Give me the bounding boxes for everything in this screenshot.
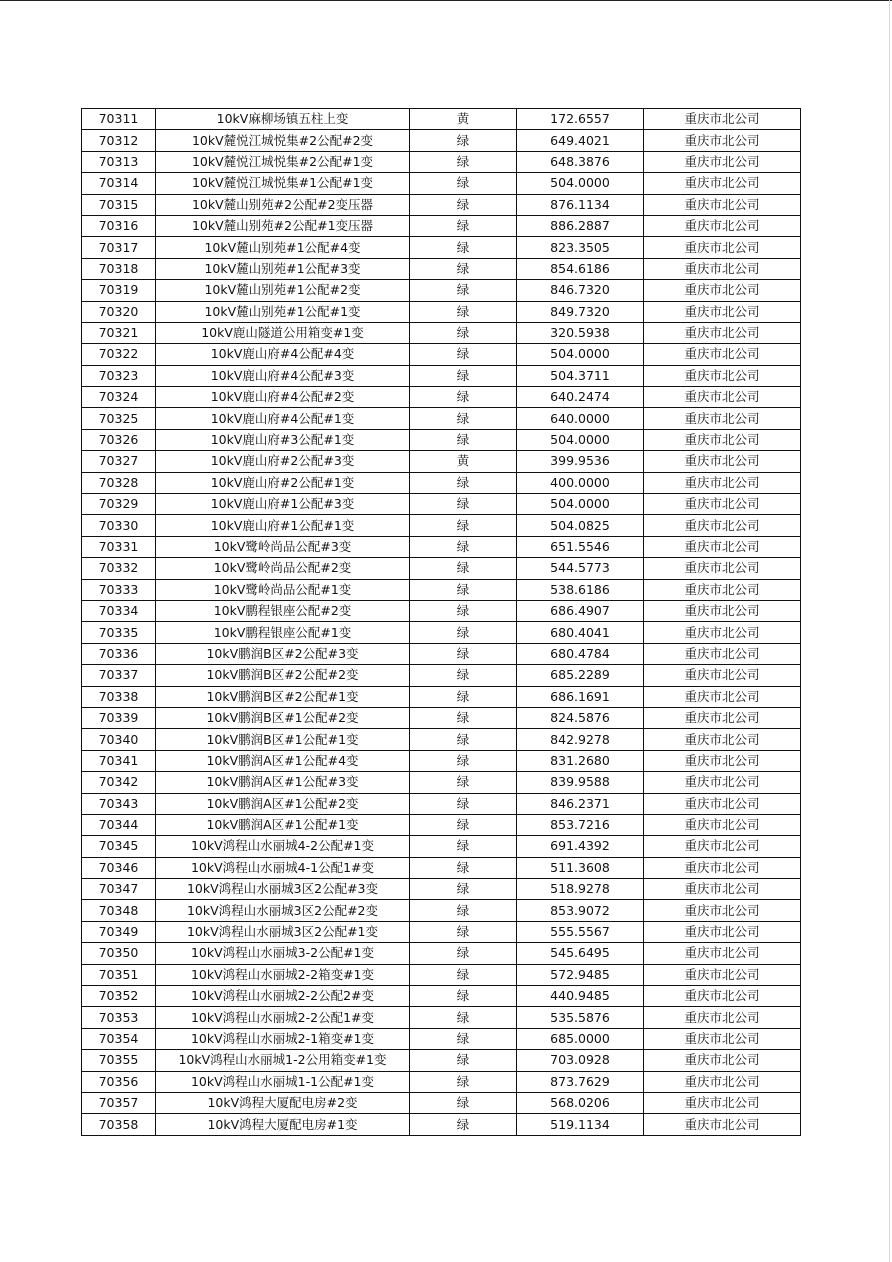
status-cell: 绿 <box>410 814 517 835</box>
company-cell: 重庆市北公司 <box>644 215 801 236</box>
station-name-cell: 10kV鹿山府#4公配#3变 <box>156 365 410 386</box>
status-cell: 绿 <box>410 429 517 450</box>
table-row <box>82 301 801 322</box>
status-cell: 绿 <box>410 857 517 878</box>
value-cell: 886.2887 <box>517 215 644 236</box>
value-cell: 545.6495 <box>517 943 644 964</box>
table-row <box>82 772 801 793</box>
company-cell: 重庆市北公司 <box>644 1007 801 1028</box>
table-row <box>82 1028 801 1049</box>
station-name-cell: 10kV鹿山府#1公配#1变 <box>156 515 410 536</box>
status-cell: 绿 <box>410 536 517 557</box>
station-name-cell: 10kV鸿程山水丽城3区2公配#2变 <box>156 900 410 921</box>
table-row <box>82 322 801 343</box>
station-name-cell: 10kV鹏润B区#2公配#2变 <box>156 665 410 686</box>
table-row <box>82 750 801 771</box>
station-name-cell: 10kV鹿山府#3公配#1变 <box>156 429 410 450</box>
id-cell: 70319 <box>82 280 156 301</box>
table-row <box>82 365 801 386</box>
company-cell: 重庆市北公司 <box>644 772 801 793</box>
value-cell: 320.5938 <box>517 322 644 343</box>
id-cell: 70339 <box>82 707 156 728</box>
status-cell: 绿 <box>410 237 517 258</box>
id-cell: 70335 <box>82 622 156 643</box>
id-cell: 70334 <box>82 600 156 621</box>
station-name-cell: 10kV麓山别苑#1公配#1变 <box>156 301 410 322</box>
company-cell: 重庆市北公司 <box>644 301 801 322</box>
station-name-cell: 10kV鸿程山水丽城2-2公配1#变 <box>156 1007 410 1028</box>
value-cell: 846.7320 <box>517 280 644 301</box>
company-cell: 重庆市北公司 <box>644 600 801 621</box>
table-row <box>82 665 801 686</box>
value-cell: 686.1691 <box>517 686 644 707</box>
table-body <box>82 109 801 1136</box>
id-cell: 70337 <box>82 665 156 686</box>
table-row <box>82 1050 801 1071</box>
company-cell: 重庆市北公司 <box>644 665 801 686</box>
station-name-cell: 10kV鹏润A区#1公配#2变 <box>156 793 410 814</box>
value-cell: 651.5546 <box>517 536 644 557</box>
table-row <box>82 472 801 493</box>
station-name-cell: 10kV鹏润A区#1公配#3变 <box>156 772 410 793</box>
company-cell: 重庆市北公司 <box>644 879 801 900</box>
value-cell: 544.5773 <box>517 558 644 579</box>
id-cell: 70318 <box>82 258 156 279</box>
table-row <box>82 408 801 429</box>
status-cell: 绿 <box>410 986 517 1007</box>
status-cell: 绿 <box>410 130 517 151</box>
id-cell: 70322 <box>82 344 156 365</box>
id-cell: 70352 <box>82 986 156 1007</box>
id-cell: 70343 <box>82 793 156 814</box>
company-cell: 重庆市北公司 <box>644 344 801 365</box>
table-row <box>82 344 801 365</box>
status-cell: 绿 <box>410 1007 517 1028</box>
status-cell: 黄 <box>410 109 517 130</box>
status-cell: 绿 <box>410 1050 517 1071</box>
id-cell: 70328 <box>82 472 156 493</box>
table-row <box>82 536 801 557</box>
station-name-cell: 10kV麓悦江城悦集#1公配#1变 <box>156 173 410 194</box>
value-cell: 853.7216 <box>517 814 644 835</box>
status-cell: 绿 <box>410 408 517 429</box>
id-cell: 70353 <box>82 1007 156 1028</box>
station-name-cell: 10kV鹿山府#2公配#1变 <box>156 472 410 493</box>
company-cell: 重庆市北公司 <box>644 1092 801 1113</box>
company-cell: 重庆市北公司 <box>644 964 801 985</box>
table-row <box>82 387 801 408</box>
company-cell: 重庆市北公司 <box>644 707 801 728</box>
company-cell: 重庆市北公司 <box>644 836 801 857</box>
value-cell: 511.3608 <box>517 857 644 878</box>
station-name-cell: 10kV鹿山府#4公配#2变 <box>156 387 410 408</box>
company-cell: 重庆市北公司 <box>644 237 801 258</box>
transformer-data-table <box>81 108 801 1136</box>
value-cell: 842.9278 <box>517 729 644 750</box>
table-row <box>82 1071 801 1092</box>
status-cell: 绿 <box>410 1028 517 1049</box>
station-name-cell: 10kV鹿山府#1公配#3变 <box>156 494 410 515</box>
company-cell: 重庆市北公司 <box>644 643 801 664</box>
id-cell: 70355 <box>82 1050 156 1071</box>
value-cell: 680.4041 <box>517 622 644 643</box>
table-row <box>82 622 801 643</box>
status-cell: 绿 <box>410 1114 517 1135</box>
table-row <box>82 558 801 579</box>
id-cell: 70340 <box>82 729 156 750</box>
value-cell: 873.7629 <box>517 1071 644 1092</box>
id-cell: 70333 <box>82 579 156 600</box>
status-cell: 绿 <box>410 558 517 579</box>
table-row <box>82 814 801 835</box>
value-cell: 504.0000 <box>517 429 644 450</box>
station-name-cell: 10kV麓悦江城悦集#2公配#1变 <box>156 151 410 172</box>
id-cell: 70347 <box>82 879 156 900</box>
status-cell: 绿 <box>410 344 517 365</box>
id-cell: 70314 <box>82 173 156 194</box>
company-cell: 重庆市北公司 <box>644 1028 801 1049</box>
company-cell: 重庆市北公司 <box>644 365 801 386</box>
station-name-cell: 10kV鹿山隧道公用箱变#1变 <box>156 322 410 343</box>
status-cell: 绿 <box>410 600 517 621</box>
company-cell: 重庆市北公司 <box>644 451 801 472</box>
company-cell: 重庆市北公司 <box>644 408 801 429</box>
status-cell: 绿 <box>410 365 517 386</box>
status-cell: 绿 <box>410 472 517 493</box>
table-row <box>82 900 801 921</box>
company-cell: 重庆市北公司 <box>644 1050 801 1071</box>
value-cell: 400.0000 <box>517 472 644 493</box>
company-cell: 重庆市北公司 <box>644 130 801 151</box>
value-cell: 703.0928 <box>517 1050 644 1071</box>
value-cell: 648.3876 <box>517 151 644 172</box>
value-cell: 691.4392 <box>517 836 644 857</box>
table-row <box>82 429 801 450</box>
station-name-cell: 10kV鹿山府#4公配#1变 <box>156 408 410 429</box>
value-cell: 680.4784 <box>517 643 644 664</box>
status-cell: 绿 <box>410 793 517 814</box>
station-name-cell: 10kV鹏润B区#2公配#3变 <box>156 643 410 664</box>
station-name-cell: 10kV鸿程山水丽城4-2公配#1变 <box>156 836 410 857</box>
station-name-cell: 10kV鹿山府#4公配#4变 <box>156 344 410 365</box>
station-name-cell: 10kV鹭岭尚品公配#2变 <box>156 558 410 579</box>
station-name-cell: 10kV鸿程山水丽城3区2公配#1变 <box>156 921 410 942</box>
status-cell: 绿 <box>410 879 517 900</box>
id-cell: 70325 <box>82 408 156 429</box>
status-cell: 绿 <box>410 215 517 236</box>
status-cell: 绿 <box>410 665 517 686</box>
company-cell: 重庆市北公司 <box>644 194 801 215</box>
id-cell: 70336 <box>82 643 156 664</box>
company-cell: 重庆市北公司 <box>644 750 801 771</box>
value-cell: 504.3711 <box>517 365 644 386</box>
status-cell: 绿 <box>410 686 517 707</box>
table-row <box>82 921 801 942</box>
company-cell: 重庆市北公司 <box>644 387 801 408</box>
value-cell: 504.0000 <box>517 173 644 194</box>
status-cell: 绿 <box>410 729 517 750</box>
value-cell: 685.2289 <box>517 665 644 686</box>
id-cell: 70311 <box>82 109 156 130</box>
value-cell: 555.5567 <box>517 921 644 942</box>
value-cell: 823.3505 <box>517 237 644 258</box>
id-cell: 70332 <box>82 558 156 579</box>
id-cell: 70330 <box>82 515 156 536</box>
value-cell: 876.1134 <box>517 194 644 215</box>
status-cell: 绿 <box>410 151 517 172</box>
value-cell: 640.0000 <box>517 408 644 429</box>
company-cell: 重庆市北公司 <box>644 494 801 515</box>
company-cell: 重庆市北公司 <box>644 151 801 172</box>
id-cell: 70351 <box>82 964 156 985</box>
status-cell: 绿 <box>410 301 517 322</box>
id-cell: 70345 <box>82 836 156 857</box>
station-name-cell: 10kV鹏程银座公配#1变 <box>156 622 410 643</box>
table-row <box>82 836 801 857</box>
value-cell: 839.9588 <box>517 772 644 793</box>
station-name-cell: 10kV麓悦江城悦集#2公配#2变 <box>156 130 410 151</box>
status-cell: 绿 <box>410 836 517 857</box>
id-cell: 70327 <box>82 451 156 472</box>
id-cell: 70338 <box>82 686 156 707</box>
page-top-border <box>0 0 892 1</box>
company-cell: 重庆市北公司 <box>644 729 801 750</box>
company-cell: 重庆市北公司 <box>644 429 801 450</box>
table-row <box>82 237 801 258</box>
status-cell: 绿 <box>410 622 517 643</box>
table-row <box>82 515 801 536</box>
status-cell: 绿 <box>410 322 517 343</box>
value-cell: 568.0206 <box>517 1092 644 1113</box>
station-name-cell: 10kV鸿程大厦配电房#1变 <box>156 1114 410 1135</box>
table-row <box>82 280 801 301</box>
id-cell: 70315 <box>82 194 156 215</box>
company-cell: 重庆市北公司 <box>644 280 801 301</box>
value-cell: 504.0825 <box>517 515 644 536</box>
company-cell: 重庆市北公司 <box>644 472 801 493</box>
value-cell: 538.6186 <box>517 579 644 600</box>
table-row <box>82 451 801 472</box>
status-cell: 绿 <box>410 750 517 771</box>
table-row <box>82 130 801 151</box>
station-name-cell: 10kV鹏润B区#1公配#2变 <box>156 707 410 728</box>
id-cell: 70350 <box>82 943 156 964</box>
id-cell: 70344 <box>82 814 156 835</box>
status-cell: 绿 <box>410 900 517 921</box>
table-row <box>82 793 801 814</box>
value-cell: 535.5876 <box>517 1007 644 1028</box>
value-cell: 853.9072 <box>517 900 644 921</box>
id-cell: 70331 <box>82 536 156 557</box>
station-name-cell: 10kV鹭岭尚品公配#3变 <box>156 536 410 557</box>
status-cell: 绿 <box>410 1071 517 1092</box>
station-name-cell: 10kV麓山别苑#1公配#4变 <box>156 237 410 258</box>
station-name-cell: 10kV鸿程山水丽城2-1箱变#1变 <box>156 1028 410 1049</box>
table-row <box>82 494 801 515</box>
id-cell: 70329 <box>82 494 156 515</box>
company-cell: 重庆市北公司 <box>644 258 801 279</box>
company-cell: 重庆市北公司 <box>644 558 801 579</box>
table-row <box>82 1114 801 1135</box>
table-row <box>82 986 801 1007</box>
status-cell: 绿 <box>410 387 517 408</box>
status-cell: 黄 <box>410 451 517 472</box>
status-cell: 绿 <box>410 921 517 942</box>
status-cell: 绿 <box>410 579 517 600</box>
table-row <box>82 964 801 985</box>
id-cell: 70323 <box>82 365 156 386</box>
company-cell: 重庆市北公司 <box>644 986 801 1007</box>
value-cell: 504.0000 <box>517 494 644 515</box>
table-row <box>82 215 801 236</box>
value-cell: 854.6186 <box>517 258 644 279</box>
table-row <box>82 579 801 600</box>
company-cell: 重庆市北公司 <box>644 857 801 878</box>
status-cell: 绿 <box>410 964 517 985</box>
station-name-cell: 10kV鹏润A区#1公配#1变 <box>156 814 410 835</box>
status-cell: 绿 <box>410 258 517 279</box>
station-name-cell: 10kV鸿程大厦配电房#2变 <box>156 1092 410 1113</box>
id-cell: 70324 <box>82 387 156 408</box>
id-cell: 70342 <box>82 772 156 793</box>
id-cell: 70357 <box>82 1092 156 1113</box>
station-name-cell: 10kV鸿程山水丽城1-1公配#1变 <box>156 1071 410 1092</box>
company-cell: 重庆市北公司 <box>644 579 801 600</box>
table-row <box>82 109 801 130</box>
station-name-cell: 10kV鸿程山水丽城1-2公用箱变#1变 <box>156 1050 410 1071</box>
value-cell: 172.6557 <box>517 109 644 130</box>
company-cell: 重庆市北公司 <box>644 173 801 194</box>
status-cell: 绿 <box>410 494 517 515</box>
station-name-cell: 10kV鹏程银座公配#2变 <box>156 600 410 621</box>
value-cell: 518.9278 <box>517 879 644 900</box>
station-name-cell: 10kV麻柳场镇五柱上变 <box>156 109 410 130</box>
company-cell: 重庆市北公司 <box>644 109 801 130</box>
table-row <box>82 1092 801 1113</box>
status-cell: 绿 <box>410 943 517 964</box>
company-cell: 重庆市北公司 <box>644 814 801 835</box>
id-cell: 70316 <box>82 215 156 236</box>
status-cell: 绿 <box>410 280 517 301</box>
company-cell: 重庆市北公司 <box>644 1114 801 1135</box>
station-name-cell: 10kV鸿程山水丽城3区2公配#3变 <box>156 879 410 900</box>
id-cell: 70320 <box>82 301 156 322</box>
company-cell: 重庆市北公司 <box>644 536 801 557</box>
station-name-cell: 10kV鸿程山水丽城2-2公配2#变 <box>156 986 410 1007</box>
value-cell: 849.7320 <box>517 301 644 322</box>
company-cell: 重庆市北公司 <box>644 943 801 964</box>
status-cell: 绿 <box>410 1092 517 1113</box>
table-row <box>82 643 801 664</box>
table-row <box>82 686 801 707</box>
company-cell: 重庆市北公司 <box>644 686 801 707</box>
id-cell: 70313 <box>82 151 156 172</box>
table-row <box>82 857 801 878</box>
value-cell: 640.2474 <box>517 387 644 408</box>
table-row <box>82 1007 801 1028</box>
value-cell: 831.2680 <box>517 750 644 771</box>
station-name-cell: 10kV鸿程山水丽城4-1公配1#变 <box>156 857 410 878</box>
page-right-border <box>889 0 890 1262</box>
id-cell: 70354 <box>82 1028 156 1049</box>
company-cell: 重庆市北公司 <box>644 322 801 343</box>
company-cell: 重庆市北公司 <box>644 622 801 643</box>
table-row <box>82 879 801 900</box>
id-cell: 70356 <box>82 1071 156 1092</box>
value-cell: 649.4021 <box>517 130 644 151</box>
id-cell: 70312 <box>82 130 156 151</box>
station-name-cell: 10kV鹏润A区#1公配#4变 <box>156 750 410 771</box>
table-row <box>82 943 801 964</box>
id-cell: 70358 <box>82 1114 156 1135</box>
status-cell: 绿 <box>410 194 517 215</box>
value-cell: 504.0000 <box>517 344 644 365</box>
table-row <box>82 707 801 728</box>
station-name-cell: 10kV鹏润B区#1公配#1变 <box>156 729 410 750</box>
station-name-cell: 10kV鸿程山水丽城2-2箱变#1变 <box>156 964 410 985</box>
station-name-cell: 10kV麓山别苑#2公配#1变压器 <box>156 215 410 236</box>
station-name-cell: 10kV麓山别苑#1公配#2变 <box>156 280 410 301</box>
value-cell: 519.1134 <box>517 1114 644 1135</box>
id-cell: 70349 <box>82 921 156 942</box>
company-cell: 重庆市北公司 <box>644 1071 801 1092</box>
table-row <box>82 729 801 750</box>
status-cell: 绿 <box>410 643 517 664</box>
id-cell: 70326 <box>82 429 156 450</box>
id-cell: 70348 <box>82 900 156 921</box>
status-cell: 绿 <box>410 515 517 536</box>
station-name-cell: 10kV鹿山府#2公配#3变 <box>156 451 410 472</box>
value-cell: 824.5876 <box>517 707 644 728</box>
table-row <box>82 600 801 621</box>
company-cell: 重庆市北公司 <box>644 515 801 536</box>
station-name-cell: 10kV鹭岭尚品公配#1变 <box>156 579 410 600</box>
table-row <box>82 173 801 194</box>
station-name-cell: 10kV麓山别苑#1公配#3变 <box>156 258 410 279</box>
station-name-cell: 10kV鹏润B区#2公配#1变 <box>156 686 410 707</box>
status-cell: 绿 <box>410 707 517 728</box>
table-row <box>82 258 801 279</box>
id-cell: 70317 <box>82 237 156 258</box>
table-row <box>82 151 801 172</box>
status-cell: 绿 <box>410 173 517 194</box>
value-cell: 846.2371 <box>517 793 644 814</box>
company-cell: 重庆市北公司 <box>644 900 801 921</box>
value-cell: 686.4907 <box>517 600 644 621</box>
table-row <box>82 194 801 215</box>
value-cell: 685.0000 <box>517 1028 644 1049</box>
value-cell: 399.9536 <box>517 451 644 472</box>
value-cell: 440.9485 <box>517 986 644 1007</box>
company-cell: 重庆市北公司 <box>644 921 801 942</box>
id-cell: 70341 <box>82 750 156 771</box>
id-cell: 70321 <box>82 322 156 343</box>
value-cell: 572.9485 <box>517 964 644 985</box>
company-cell: 重庆市北公司 <box>644 793 801 814</box>
id-cell: 70346 <box>82 857 156 878</box>
station-name-cell: 10kV鸿程山水丽城3-2公配#1变 <box>156 943 410 964</box>
station-name-cell: 10kV麓山别苑#2公配#2变压器 <box>156 194 410 215</box>
status-cell: 绿 <box>410 772 517 793</box>
